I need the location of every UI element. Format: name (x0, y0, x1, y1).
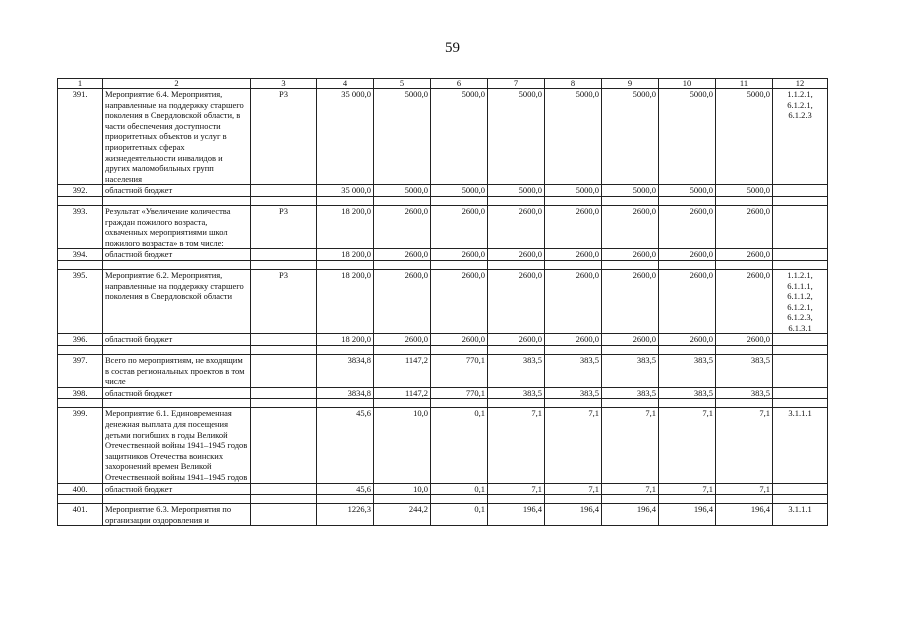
amount-col-8: 7,1 (545, 408, 602, 483)
spacer-cell (58, 346, 103, 355)
amount-col-9: 5000,0 (602, 89, 659, 185)
amount-col-5: 2600,0 (374, 205, 431, 248)
table-row (58, 334, 828, 346)
amount-col-11: 196,4 (716, 504, 773, 526)
spacer-cell (488, 399, 545, 408)
amount-col-8: 196,4 (545, 504, 602, 526)
amount-col-9: 2600,0 (602, 205, 659, 248)
amount-col-6: 2600,0 (431, 205, 488, 248)
table-row (58, 89, 828, 185)
amount-col-7: 7,1 (488, 408, 545, 483)
spacer-cell (251, 495, 317, 504)
amount-col-6: 770,1 (431, 355, 488, 388)
target-indicator-codes (773, 483, 828, 495)
row-code (251, 355, 317, 388)
spacer-cell (317, 495, 374, 504)
row-number: 398. (58, 387, 103, 399)
target-indicator-codes (773, 355, 828, 388)
target-indicator-codes (773, 249, 828, 261)
spacer-cell (545, 346, 602, 355)
spacer-cell (103, 196, 251, 205)
amount-col-6: 5000,0 (431, 185, 488, 197)
row-code (251, 483, 317, 495)
amount-col-10: 383,5 (659, 355, 716, 388)
row-number: 392. (58, 185, 103, 197)
target-indicator-codes (773, 334, 828, 346)
amount-col-6: 2600,0 (431, 334, 488, 346)
amount-col-11: 2600,0 (716, 334, 773, 346)
column-header: 5 (374, 79, 431, 89)
total-amount: 45,6 (317, 408, 374, 483)
amount-col-9: 383,5 (602, 387, 659, 399)
spacer-cell (488, 495, 545, 504)
amount-col-7: 2600,0 (488, 269, 545, 334)
amount-col-5: 10,0 (374, 408, 431, 483)
spacer-cell (374, 495, 431, 504)
spacer-cell (488, 196, 545, 205)
table-row (58, 387, 828, 399)
column-header: 1 (58, 79, 103, 89)
total-amount: 3834,8 (317, 387, 374, 399)
spacer-cell (251, 399, 317, 408)
spacer-cell (374, 196, 431, 205)
row-number: 391. (58, 89, 103, 185)
target-indicator-codes: 3.1.1.1 (773, 504, 828, 526)
row-number: 393. (58, 205, 103, 248)
spacer-row (58, 495, 828, 504)
amount-col-11: 2600,0 (716, 249, 773, 261)
spacer-cell (431, 260, 488, 269)
spacer-row (58, 196, 828, 205)
target-indicator-codes: 3.1.1.1 (773, 408, 828, 483)
spacer-cell (251, 196, 317, 205)
row-description: областной бюджет (103, 249, 251, 261)
spacer-cell (602, 495, 659, 504)
amount-col-7: 7,1 (488, 483, 545, 495)
amount-col-8: 2600,0 (545, 205, 602, 248)
column-header: 6 (431, 79, 488, 89)
amount-col-5: 1147,2 (374, 387, 431, 399)
row-code (251, 334, 317, 346)
row-number: 401. (58, 504, 103, 526)
row-number: 395. (58, 269, 103, 334)
spacer-cell (602, 196, 659, 205)
amount-col-6: 2600,0 (431, 269, 488, 334)
amount-col-10: 2600,0 (659, 249, 716, 261)
spacer-cell (103, 260, 251, 269)
amount-col-11: 5000,0 (716, 89, 773, 185)
budget-table (57, 78, 828, 526)
target-indicator-codes (773, 185, 828, 197)
spacer-cell (317, 346, 374, 355)
target-indicator-codes: 1.1.2.1, 6.1.1.1, 6.1.1.2, 6.1.2.1, 6.1.2.3, 6.1.3.1 (773, 269, 828, 334)
row-code (251, 185, 317, 197)
spacer-cell (374, 260, 431, 269)
row-description: Мероприятие 6.2. Мероприятия, направленные на поддержку старшего поколения в Свердловской области (103, 269, 251, 334)
target-indicator-codes (773, 205, 828, 248)
table-row (58, 269, 828, 334)
column-header: 7 (488, 79, 545, 89)
amount-col-9: 196,4 (602, 504, 659, 526)
total-amount: 18 200,0 (317, 249, 374, 261)
spacer-cell (659, 260, 716, 269)
amount-col-10: 196,4 (659, 504, 716, 526)
spacer-cell (602, 346, 659, 355)
row-code: Р3 (251, 205, 317, 248)
table-row (58, 504, 828, 526)
row-code (251, 408, 317, 483)
row-description: областной бюджет (103, 334, 251, 346)
amount-col-11: 383,5 (716, 387, 773, 399)
row-number: 399. (58, 408, 103, 483)
amount-col-7: 2600,0 (488, 205, 545, 248)
spacer-cell (773, 399, 828, 408)
spacer-cell (58, 495, 103, 504)
spacer-cell (58, 196, 103, 205)
spacer-cell (659, 196, 716, 205)
amount-col-8: 2600,0 (545, 249, 602, 261)
amount-col-8: 2600,0 (545, 269, 602, 334)
amount-col-7: 383,5 (488, 355, 545, 388)
amount-col-5: 10,0 (374, 483, 431, 495)
spacer-cell (716, 346, 773, 355)
amount-col-7: 196,4 (488, 504, 545, 526)
column-header: 2 (103, 79, 251, 89)
row-description: областной бюджет (103, 483, 251, 495)
amount-col-6: 5000,0 (431, 89, 488, 185)
amount-col-9: 5000,0 (602, 185, 659, 197)
amount-col-8: 2600,0 (545, 334, 602, 346)
amount-col-11: 7,1 (716, 483, 773, 495)
column-header: 12 (773, 79, 828, 89)
row-number: 397. (58, 355, 103, 388)
total-amount: 45,6 (317, 483, 374, 495)
amount-col-7: 5000,0 (488, 89, 545, 185)
amount-col-9: 2600,0 (602, 334, 659, 346)
amount-col-5: 2600,0 (374, 334, 431, 346)
amount-col-11: 7,1 (716, 408, 773, 483)
amount-col-11: 383,5 (716, 355, 773, 388)
spacer-cell (716, 495, 773, 504)
spacer-cell (251, 260, 317, 269)
column-number-header (58, 79, 828, 89)
row-description: Мероприятие 6.3. Мероприятия по организации оздоровления и (103, 504, 251, 526)
amount-col-9: 2600,0 (602, 249, 659, 261)
amount-col-11: 5000,0 (716, 185, 773, 197)
target-indicator-codes (773, 387, 828, 399)
amount-col-6: 0,1 (431, 483, 488, 495)
amount-col-10: 2600,0 (659, 269, 716, 334)
column-header: 11 (716, 79, 773, 89)
table-row (58, 408, 828, 483)
spacer-row (58, 260, 828, 269)
amount-col-5: 244,2 (374, 504, 431, 526)
spacer-cell (659, 346, 716, 355)
amount-col-8: 7,1 (545, 483, 602, 495)
row-description: Результат «Увеличение количества граждан пожилого возраста, охваченных мероприятиями школ пожилого возраста» в том числе: (103, 205, 251, 248)
target-indicator-codes: 1.1.2.1, 6.1.2.1, 6.1.2.3 (773, 89, 828, 185)
spacer-cell (716, 260, 773, 269)
spacer-cell (103, 399, 251, 408)
spacer-cell (773, 346, 828, 355)
total-amount: 18 200,0 (317, 269, 374, 334)
amount-col-7: 383,5 (488, 387, 545, 399)
spacer-cell (317, 260, 374, 269)
spacer-cell (431, 399, 488, 408)
amount-col-5: 1147,2 (374, 355, 431, 388)
row-code (251, 504, 317, 526)
column-header: 9 (602, 79, 659, 89)
column-header: 10 (659, 79, 716, 89)
amount-col-11: 2600,0 (716, 205, 773, 248)
amount-col-5: 5000,0 (374, 89, 431, 185)
table-row (58, 205, 828, 248)
spacer-cell (773, 495, 828, 504)
spacer-row (58, 399, 828, 408)
amount-col-11: 2600,0 (716, 269, 773, 334)
page-number: 59 (445, 40, 460, 56)
spacer-cell (103, 495, 251, 504)
amount-col-10: 7,1 (659, 408, 716, 483)
spacer-cell (773, 196, 828, 205)
spacer-cell (659, 399, 716, 408)
total-amount: 35 000,0 (317, 185, 374, 197)
total-amount: 1226,3 (317, 504, 374, 526)
amount-col-6: 770,1 (431, 387, 488, 399)
spacer-cell (431, 346, 488, 355)
row-number: 400. (58, 483, 103, 495)
spacer-cell (545, 495, 602, 504)
total-amount: 18 200,0 (317, 205, 374, 248)
amount-col-9: 2600,0 (602, 269, 659, 334)
spacer-cell (374, 346, 431, 355)
row-description: областной бюджет (103, 387, 251, 399)
spacer-cell (374, 399, 431, 408)
spacer-cell (431, 495, 488, 504)
amount-col-8: 5000,0 (545, 89, 602, 185)
row-code: Р3 (251, 89, 317, 185)
spacer-cell (716, 399, 773, 408)
spacer-cell (488, 260, 545, 269)
amount-col-10: 2600,0 (659, 334, 716, 346)
row-description: областной бюджет (103, 185, 251, 197)
row-code (251, 249, 317, 261)
amount-col-9: 383,5 (602, 355, 659, 388)
amount-col-5: 2600,0 (374, 249, 431, 261)
row-code (251, 387, 317, 399)
amount-col-5: 5000,0 (374, 185, 431, 197)
spacer-cell (317, 399, 374, 408)
row-description: Мероприятие 6.1. Единовременная денежная выплата для посещения детьми погибших в годы Великой Отечественной войны 1941–1945 годов защитников Отечества воинских захоронений времен Великой Отечественной войны 1941–1945 годов (103, 408, 251, 483)
amount-col-7: 5000,0 (488, 185, 545, 197)
spacer-cell (488, 346, 545, 355)
amount-col-6: 2600,0 (431, 249, 488, 261)
row-number: 396. (58, 334, 103, 346)
total-amount: 3834,8 (317, 355, 374, 388)
column-header: 4 (317, 79, 374, 89)
spacer-row (58, 346, 828, 355)
row-number: 394. (58, 249, 103, 261)
spacer-cell (58, 260, 103, 269)
spacer-cell (773, 260, 828, 269)
amount-col-6: 0,1 (431, 504, 488, 526)
spacer-cell (602, 260, 659, 269)
spacer-cell (431, 196, 488, 205)
row-code: Р3 (251, 269, 317, 334)
spacer-cell (58, 399, 103, 408)
column-header: 3 (251, 79, 317, 89)
amount-col-9: 7,1 (602, 408, 659, 483)
amount-col-8: 383,5 (545, 355, 602, 388)
total-amount: 35 000,0 (317, 89, 374, 185)
spacer-cell (317, 196, 374, 205)
row-description: Всего по мероприятиям, не входящим в состав региональных проектов в том числе (103, 355, 251, 388)
table-row (58, 185, 828, 197)
spacer-cell (545, 196, 602, 205)
spacer-cell (716, 196, 773, 205)
amount-col-6: 0,1 (431, 408, 488, 483)
spacer-cell (251, 346, 317, 355)
table-row (58, 355, 828, 388)
amount-col-10: 383,5 (659, 387, 716, 399)
amount-col-10: 5000,0 (659, 185, 716, 197)
column-header: 8 (545, 79, 602, 89)
total-amount: 18 200,0 (317, 334, 374, 346)
amount-col-7: 2600,0 (488, 334, 545, 346)
amount-col-5: 2600,0 (374, 269, 431, 334)
row-description: Мероприятие 6.4. Мероприятия, направленные на поддержку старшего поколения в Свердловской области, в части обеспечения доступности приоритетных объектов и услуг в приоритетных сферах жизнедеятельности инвалидов и других маломобильных групп населения (103, 89, 251, 185)
amount-col-10: 2600,0 (659, 205, 716, 248)
amount-col-9: 7,1 (602, 483, 659, 495)
spacer-cell (103, 346, 251, 355)
amount-col-8: 5000,0 (545, 185, 602, 197)
amount-col-7: 2600,0 (488, 249, 545, 261)
amount-col-10: 7,1 (659, 483, 716, 495)
amount-col-10: 5000,0 (659, 89, 716, 185)
amount-col-8: 383,5 (545, 387, 602, 399)
spacer-cell (545, 399, 602, 408)
table-row (58, 249, 828, 261)
table-row (58, 483, 828, 495)
spacer-cell (659, 495, 716, 504)
spacer-cell (545, 260, 602, 269)
spacer-cell (602, 399, 659, 408)
